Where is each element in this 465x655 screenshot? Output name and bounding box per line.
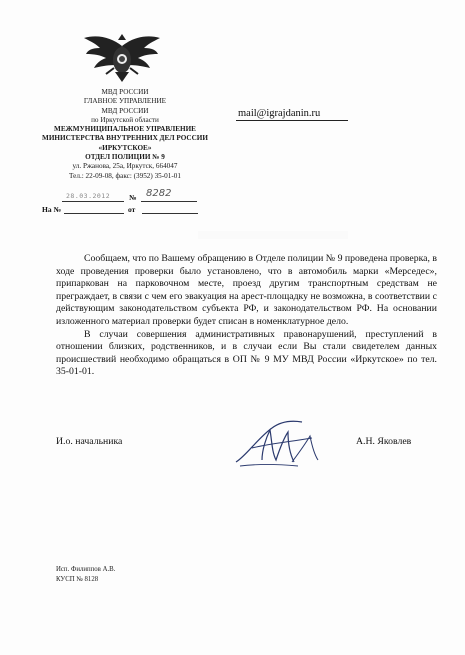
executor-footer bbox=[56, 565, 115, 585]
registration-no-label: № bbox=[129, 193, 137, 202]
header-line: МИНИСТЕРСТВА ВНУТРЕННИХ ДЕЛ РОССИИ bbox=[42, 134, 208, 143]
header-line: МВД РОССИИ bbox=[101, 106, 149, 115]
number-underline bbox=[141, 201, 197, 202]
header-address: ул. Ржанова, 25а, Иркутск, 664047 bbox=[72, 162, 178, 171]
recipient-email: mail@igrajdanin.ru bbox=[238, 108, 321, 119]
reference-date-underline bbox=[142, 213, 198, 214]
signatory-position: И.о. начальника bbox=[56, 436, 123, 447]
header-line: «ИРКУТСКОЕ» bbox=[98, 143, 152, 152]
header-line: по Иркутской области bbox=[91, 115, 159, 124]
header-line: ОТДЕЛ ПОЛИЦИИ № 9 bbox=[85, 153, 165, 162]
body-paragraph: Сообщаем, что по Вашему обращению в Отделе полиции № 9 проведена проверка, в ходе проведения проверки было установлено, что в автомобиль марки «Мерседес», припаркован на парковочном месте, проезд другим транспортным средствам не преграждает, в связи с чем его эвакуация на арест-площадку не возможна, в соответствии с действующим законодательством субъекта РФ, и законодательством РФ. На основании изложенного материал проверки будет списан в номенклатурное дело. bbox=[56, 253, 437, 327]
executor-name: Исп. Филиппов А.В. bbox=[56, 566, 116, 573]
header-line: ГЛАВНОЕ УПРАВЛЕНИЕ bbox=[83, 97, 167, 106]
letter-body bbox=[56, 253, 437, 379]
mvd-emblem-icon bbox=[82, 28, 162, 84]
handwritten-signature bbox=[232, 418, 324, 470]
registration-number: 8282 bbox=[146, 188, 172, 199]
redacted-area bbox=[198, 231, 348, 239]
signatory-name: А.Н. Яковлев bbox=[356, 436, 412, 447]
kusp-number: КУСП № 8128 bbox=[56, 576, 99, 583]
reference-date-label: от bbox=[128, 205, 136, 214]
header-line: МЕЖМУНИЦИПАЛЬНОЕ УПРАВЛЕНИЕ bbox=[54, 125, 196, 134]
date-underline bbox=[62, 201, 124, 202]
reference-underline bbox=[64, 213, 124, 214]
sender-header bbox=[40, 88, 210, 181]
reference-no-label: На № bbox=[42, 205, 61, 214]
header-phone: Тел.: 22-09-08, факс: (3952) 35-01-01 bbox=[69, 171, 181, 180]
body-paragraph: В случаи совершения административных правонарушений, преступлений в отношении близких, родственников, и в случаи если Вы стали свидетелем данных происшествий необходимо обращаться в ОП № 9 МУ МВД России «Иркутское» по тел. 35-01-01. bbox=[56, 328, 437, 378]
header-line: МВД РОССИИ bbox=[101, 88, 149, 96]
divider bbox=[236, 120, 348, 121]
registration-date: 28.03.2012 bbox=[66, 192, 111, 200]
